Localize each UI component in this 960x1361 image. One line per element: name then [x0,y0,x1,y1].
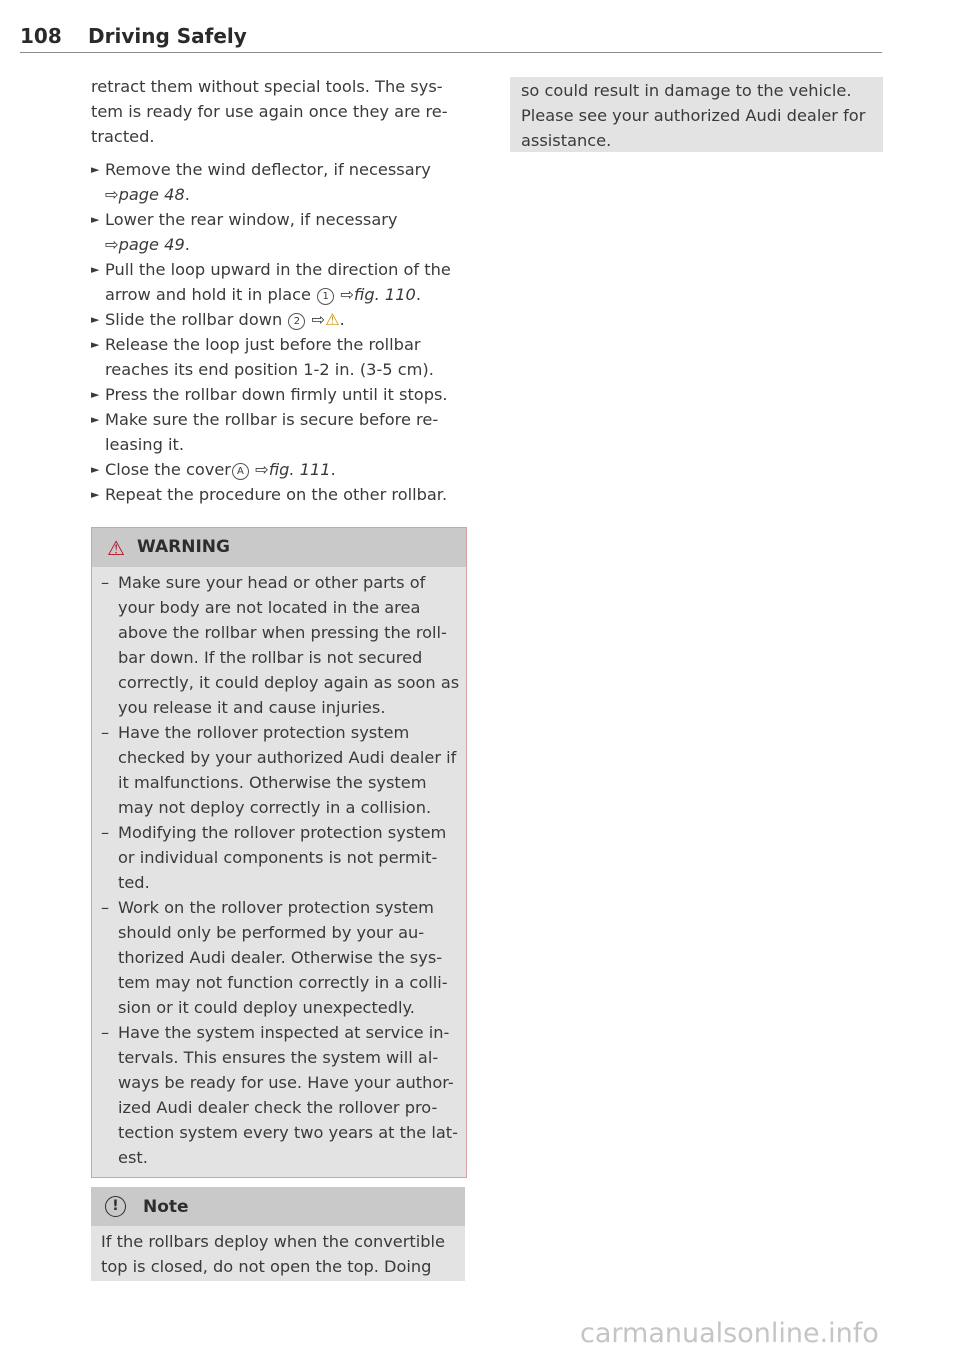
warning-box [91,527,467,1178]
text-punct: . [184,185,190,204]
step-make-sure-secure [91,407,466,457]
text-line: ized Audi dealer check the rollover pro- [118,1098,438,1117]
text-line: sion or it could deploy unexpectedly. [118,998,415,1017]
text-line: Have the rollover protection system [118,723,410,742]
text-line: arrow and hold it in place [105,285,312,304]
step-remove-wind-deflector [91,157,466,207]
bullet-arrow-icon: ► [91,213,100,226]
warning-item: – Have the rollover protection system checked by your authorized Audi dealer if it malfunctions. Otherwise the system may not deploy correctly in a collision. [101,720,466,820]
text-line: tem may not function correctly in a colli- [118,973,448,992]
text-line: reaches its end position 1-2 in. (3-5 cm). [105,360,434,379]
text-line: Lower the rear window, if necessary [105,210,398,229]
page-number: 108 [20,24,62,48]
text-line: est. [118,1148,148,1167]
arrow-icon: ⇨ [105,185,119,204]
warning-title: WARNING [137,537,230,557]
text-line: may not deploy correctly in a collision. [118,798,432,817]
warning-triangle-icon[interactable]: ⚠ [325,310,340,329]
text-line: retract them without special tools. The sys- [91,77,443,96]
info-exclamation-icon: ! [105,1196,126,1217]
text-line: should only be performed by your au- [118,923,425,942]
text-line: Work on the rollover protection system [118,898,434,917]
text-line: Make sure your head or other parts of [118,573,426,592]
text-line: top is closed, do not open the top. Doing [101,1257,432,1276]
bullet-arrow-icon: ► [91,413,100,426]
figure-link[interactable]: fig. 111 [268,460,331,479]
step-pull-loop [91,257,466,307]
text-line: checked by your authorized Audi dealer if [118,748,457,767]
note-continuation-body [510,77,883,153]
text-line: tection system every two years at the lat- [118,1123,458,1142]
warning-body [92,567,466,1170]
note-title: Note [143,1197,189,1217]
bullet-arrow-icon: ► [91,163,100,176]
text-line: Repeat the procedure on the other rollbar. [105,485,448,504]
text-line: thorized Audi dealer. Otherwise the sys- [118,948,443,967]
bullet-arrow-icon: ► [91,313,100,326]
note-header [91,1187,465,1226]
warning-item: – Make sure your head or other parts of your body are not located in the area above the rollbar when pressing the roll- bar down. If the rollbar is not secured correctly, it could deploy again as soon as you release it and cause injuries. [101,570,466,720]
figure-link[interactable]: fig. 110 [353,285,416,304]
step-close-cover [91,457,466,482]
page-link[interactable]: page 48 [118,185,185,204]
step-release-loop [91,332,466,382]
arrow-icon: ⇨ [311,310,326,329]
warning-triangle-icon: ⚠ [107,536,125,560]
arrow-icon: ⇨ [340,285,354,304]
text-line: so could result in damage to the vehicle. [521,81,852,100]
text-line: assistance. [521,131,612,150]
bullet-arrow-icon: ► [91,388,100,401]
note-box [91,1187,465,1281]
warning-item: – Have the system inspected at service in- tervals. This ensures the system will al- ways be ready for use. Have your author- ized Audi dealer check the rollover pro- tection system every two years at the lat- est. [101,1020,466,1170]
text-punct: . [339,310,345,329]
bullet-arrow-icon: ► [91,463,100,476]
text-punct: . [330,460,336,479]
text-line: your body are not located in the area [118,598,421,617]
page-link[interactable]: page 49 [118,235,185,254]
text-line: ways be ready for use. Have your author- [118,1073,454,1092]
text-line: Modifying the rollover protection system [118,823,447,842]
text-line: ted. [118,873,150,892]
text-line: or individual components is not permit- [118,848,438,867]
text-line: bar down. If the rollbar is not secured [118,648,423,667]
text-line: tervals. This ensures the system will al- [118,1048,439,1067]
text-line: Remove the wind deflector, if necessary [105,160,431,179]
text-punct: . [415,285,421,304]
text-line: If the rollbars deploy when the convertible [101,1232,445,1251]
warning-item: – Modifying the rollover protection system or individual components is not permit- ted. [101,820,466,895]
step-press-rollbar [91,382,466,407]
marker-a-icon: A [232,463,249,480]
text-line: you release it and cause injuries. [118,698,386,717]
text-line: correctly, it could deploy again as soon as [118,673,460,692]
bullet-arrow-icon: ► [91,338,100,351]
arrow-icon: ⇨ [105,235,119,254]
text-line: Slide the rollbar down [105,310,283,329]
text-line: tracted. [91,127,155,146]
warning-header [92,528,466,567]
text-line: Make sure the rollbar is secure before re- [105,410,439,429]
section-title: Driving Safely [88,24,247,48]
bullet-arrow-icon: ► [91,488,100,501]
watermark: carmanualsonline.info [580,1318,879,1349]
text-line: Press the rollbar down firmly until it stops. [105,385,448,404]
bullet-arrow-icon: ► [91,263,100,276]
text-line: tem is ready for use again once they are re- [91,102,448,121]
step-lower-rear-window [91,207,466,257]
left-column [91,74,466,507]
text-line: leasing it. [105,435,184,454]
warning-item: – Work on the rollover protection system should only be performed by your au- thorized Audi dealer. Otherwise the sys- tem may not function correctly in a colli- sion or it could deploy unexpectedly. [101,895,466,1020]
marker-2-icon: 2 [288,313,305,330]
text-punct: . [184,235,190,254]
text-line: it malfunctions. Otherwise the system [118,773,427,792]
note-continuation-box [510,77,883,152]
step-repeat-procedure [91,482,466,507]
text-line: above the rollbar when pressing the roll- [118,623,447,642]
note-body [91,1226,465,1279]
page-header [20,22,882,53]
intro-paragraph [91,74,466,149]
text-line: Have the system inspected at service in- [118,1023,450,1042]
arrow-icon: ⇨ [255,460,269,479]
text-line: Release the loop just before the rollbar [105,335,421,354]
step-slide-rollbar [91,307,466,332]
text-line: Pull the loop upward in the direction of the [105,260,451,279]
text-line: Please see your authorized Audi dealer for [521,106,866,125]
marker-1-icon: 1 [317,288,334,305]
text-line: Close the cover [105,460,231,479]
